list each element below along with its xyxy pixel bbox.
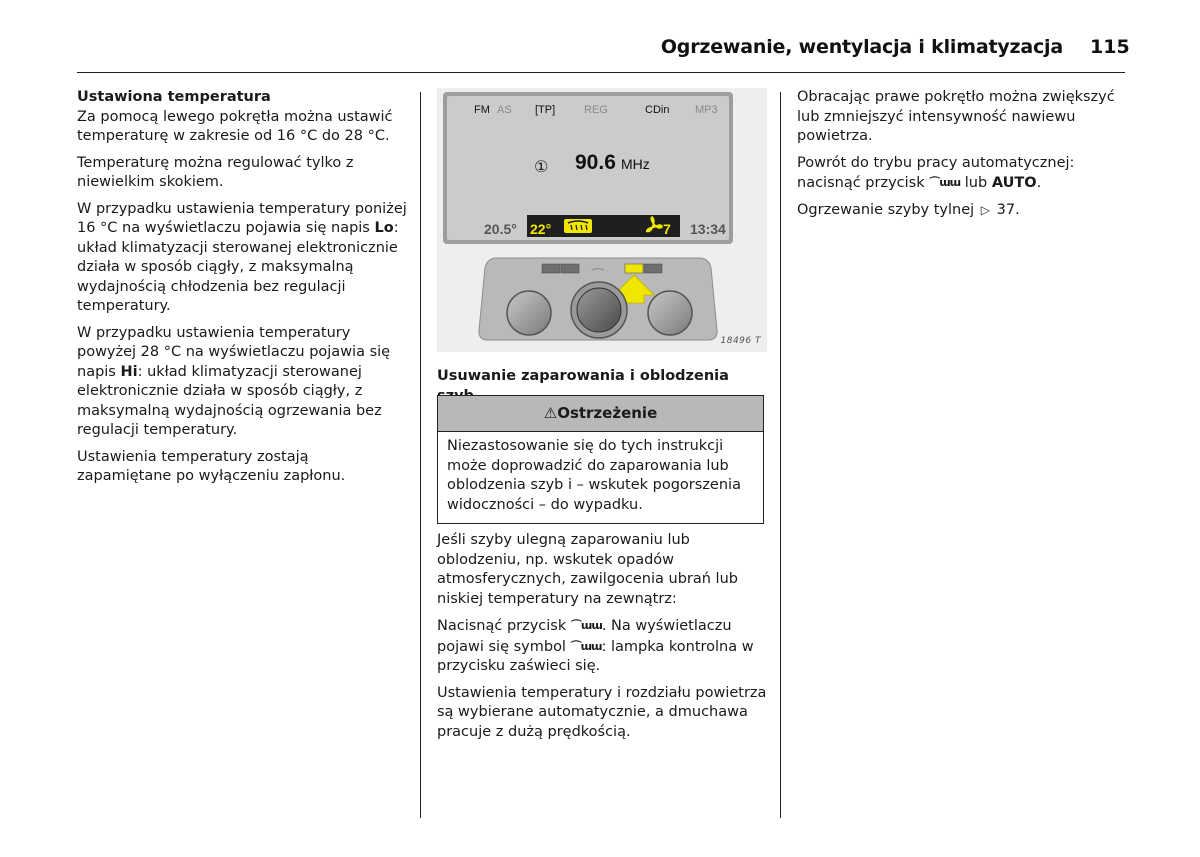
defrost-button — [625, 264, 643, 273]
set-temperature: 22° — [530, 221, 552, 237]
text: lub — [960, 175, 992, 191]
mode-cdin: CDin — [645, 104, 670, 116]
panel-button-1 — [542, 264, 560, 273]
right-knob — [648, 291, 692, 335]
warning-text: Niezastosowanie się do tych instrukcji może doprowadzić do zaparowania lub oblodzenia szyb i – wskutek pogorszenia widoczności – do wypadku. — [447, 438, 741, 513]
column-left — [77, 88, 407, 494]
frequency-value: 90.6 — [575, 151, 616, 174]
clock: 13:34 — [690, 221, 726, 237]
defrost-icon: ⌒ɯɯ — [570, 639, 602, 653]
text: Ogrzewanie szyby tylnej — [797, 201, 979, 218]
paragraph: Za pomocą lewego pokrętła można ustawić temperaturę w zakresie od 16 °C do 28 °C. — [77, 108, 393, 144]
auto-label: AUTO — [991, 175, 1037, 191]
text: : układ klimatyzacji sterowanej elektronicznie działa w sposób ciągły, z maksymalną wydajnością ogrzewania bez regulacji temperatury. — [77, 363, 382, 438]
text: Powrót do trybu pracy automatycznej: nacisnąć przycisk — [797, 154, 1075, 191]
text: : układ klimatyzacji sterowanej elektronicznie działa w sposób ciągły, z maksymalną wydajnością chłodzenia bez regulacji temperatury. — [77, 220, 399, 314]
left-knob — [507, 291, 551, 335]
paragraph: Obracając prawe pokrętło można zwiększyć lub zmniejszyć intensywność nawiewu powietrza. — [797, 89, 1115, 144]
climate-control-figure — [437, 88, 767, 352]
column-right — [797, 88, 1127, 227]
figure-number: 18496 T — [720, 336, 761, 346]
mode-reg: REG — [584, 104, 608, 116]
paragraph: Ustawienia temperatury zostają zapamiętane po wyłączeniu zapłonu. — [77, 448, 346, 484]
text: 37. — [992, 201, 1020, 218]
header-rule — [77, 72, 1125, 73]
paragraph-lo — [77, 200, 407, 317]
paragraph: Jeśli szyby ulegną zaparowaniu lub oblodzeniu, np. wskutek opadów atmosferycznych, zawilgocenia ubrań lub niskiej temperatury na zewnątrz: — [437, 532, 738, 607]
mode-fm: FM — [474, 104, 490, 116]
text: . Na wyświetlaczu pojawi się symbol — [437, 618, 732, 655]
outside-temperature: 20.5° — [484, 221, 517, 237]
warning-header — [438, 396, 763, 432]
page-header-title: Ogrzewanie, wentylacja i klimatyzacja — [660, 36, 1063, 58]
page-reference-arrow-icon: ▷ — [980, 202, 991, 217]
climate-panel-illustration — [437, 88, 767, 352]
column-divider-right — [780, 92, 781, 818]
paragraph-hi — [77, 324, 407, 441]
page-number: 115 — [1090, 36, 1130, 58]
paragraph-defrost-button — [437, 616, 767, 677]
paragraph: Temperaturę można regulować tylko z niewielkim skokiem. — [77, 154, 354, 190]
text: W przypadku ustawienia temperatury powyżej 28 °C na wyświetlaczu pojawia się napis — [77, 324, 391, 380]
center-knob — [577, 288, 621, 332]
lo-label: Lo — [374, 220, 394, 236]
warning-triangle-icon: ⚠ — [543, 404, 558, 422]
callout-marker: ① — [534, 157, 549, 176]
paragraph: Ustawienia temperatury i rozdziału powietrza są wybierane automatycznie, a dmuchawa pracuje z dużą prędkością. — [437, 684, 767, 740]
defrost-icon: ⌒ɯɯ — [929, 176, 961, 189]
panel-button-2 — [561, 264, 579, 273]
column-divider-left — [420, 92, 421, 818]
text: Nacisnąć przycisk — [437, 618, 571, 634]
section-heading-defrost: Usuwanie zaparowania i oblodzenia — [437, 368, 729, 384]
panel-button-4 — [644, 264, 662, 273]
mode-tp: [TP] — [535, 104, 556, 116]
warning-box — [437, 395, 764, 524]
warning-title: Ostrzeżenie — [557, 404, 658, 422]
hi-label: Hi — [120, 363, 138, 380]
section-heading-set-temperature: Ustawiona temperatura — [77, 89, 271, 105]
mode-as: AS — [497, 104, 512, 116]
fan-level: 7 — [663, 221, 671, 237]
text: W przypadku ustawienia temperatury poniżej 16 °C na wyświetlaczu pojawia się napis — [77, 200, 407, 236]
defrost-display-icon — [564, 219, 592, 233]
defrost-icon: ⌒ɯɯ — [570, 619, 602, 632]
text: : lampka kontrolna w przycisku zaświeci się. — [437, 638, 754, 674]
paragraph-rear-heating — [797, 201, 1127, 221]
text: . — [1036, 175, 1042, 191]
frequency-unit: MHz — [621, 156, 650, 172]
paragraph-auto — [797, 154, 1127, 194]
mode-mp3: MP3 — [695, 104, 718, 116]
column-middle-body — [437, 531, 767, 749]
